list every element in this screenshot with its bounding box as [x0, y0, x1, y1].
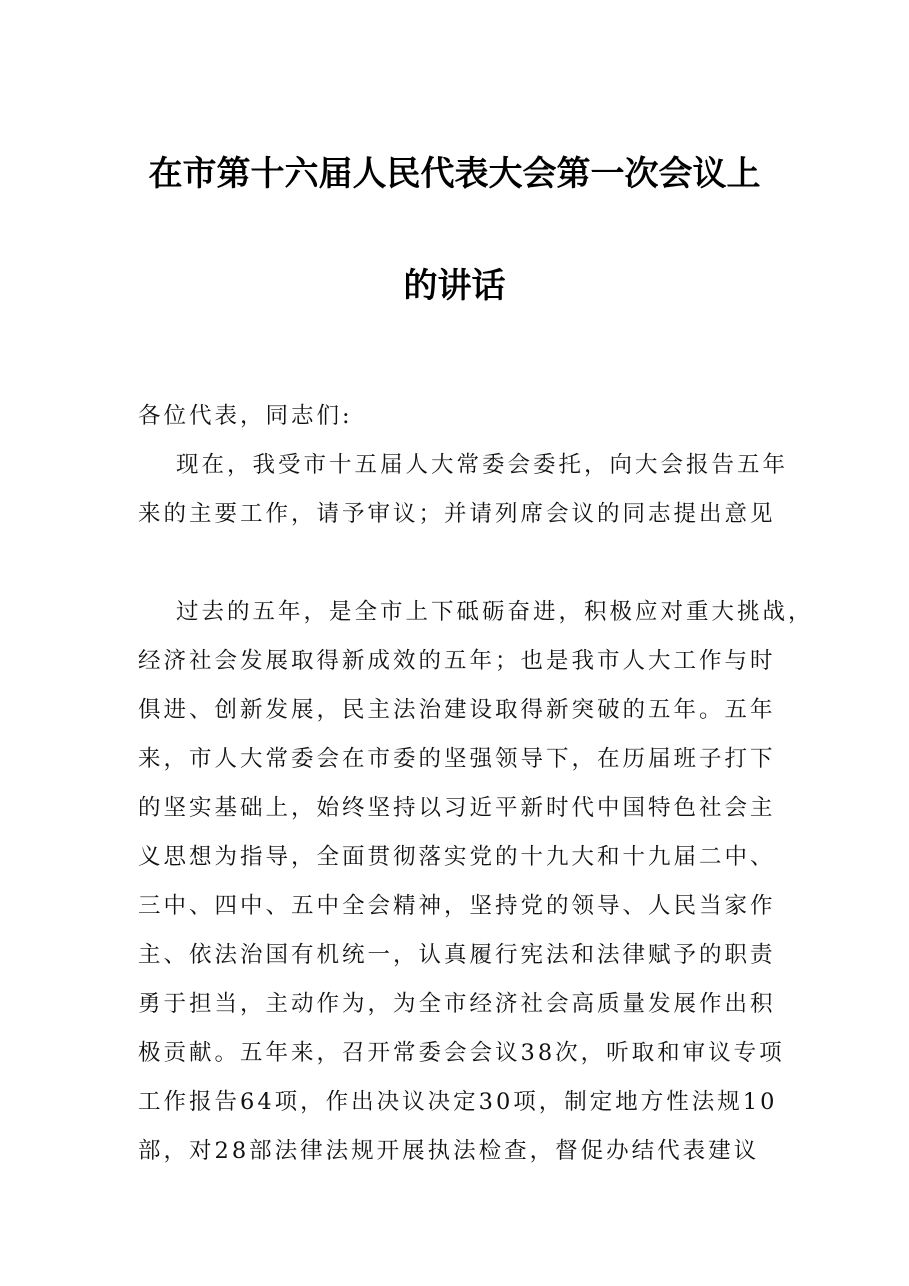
- paragraph-2-line: 勇于担当，主动作为，为全市经济社会高质量发展作出积: [138, 991, 776, 1017]
- paragraph-2-line: 来，市人大常委会在市委的坚强领导下，在历届班子打下: [138, 746, 776, 772]
- paragraph-2-line: 主、依法治国有机统一，认真履行宪法和法律赋予的职责: [138, 942, 776, 968]
- paragraph-2-line: 的坚实基础上，始终坚持以习近平新时代中国特色社会主: [138, 795, 776, 821]
- paragraph-1-line: 现在，我受市十五届人大常委会委托，向大会报告五年: [176, 452, 789, 478]
- paragraph-2-line: 过去的五年，是全市上下砥砺奋进，积极应对重大挑战，: [176, 599, 814, 625]
- paragraph-2-line: 工作报告64项，作出决议决定30项，制定地方性法规10: [138, 1089, 778, 1115]
- paragraph-2-line: 极贡献。五年来，召开常委会会议38次，听取和审议专项: [138, 1040, 785, 1066]
- paragraph-2: [138, 588, 814, 1176]
- document-title-line-2: 的讲话: [403, 266, 506, 306]
- paragraph-2-line: 部，对28部法律法规开展执法检查，督促办结代表建议: [138, 1138, 760, 1164]
- paragraph-1-line: 来的主要工作，请予审议；并请列席会议的同志提出意见: [138, 501, 776, 527]
- paragraph-2-line: 俱进、创新发展，民主法治建设取得新突破的五年。五年: [138, 697, 776, 723]
- paragraph-2-line: 义思想为指导，全面贯彻落实党的十九大和十九届二中、: [138, 844, 776, 870]
- paragraph-2-line: 三中、四中、五中全会精神，坚持党的领导、人民当家作: [138, 893, 776, 919]
- document-title-line-1: 在市第十六届人民代表大会第一次会议上: [148, 154, 761, 194]
- salutation: 各位代表，同志们:: [138, 403, 353, 429]
- paragraph-2-line: 经济社会发展取得新成效的五年；也是我市人大工作与时: [138, 648, 776, 674]
